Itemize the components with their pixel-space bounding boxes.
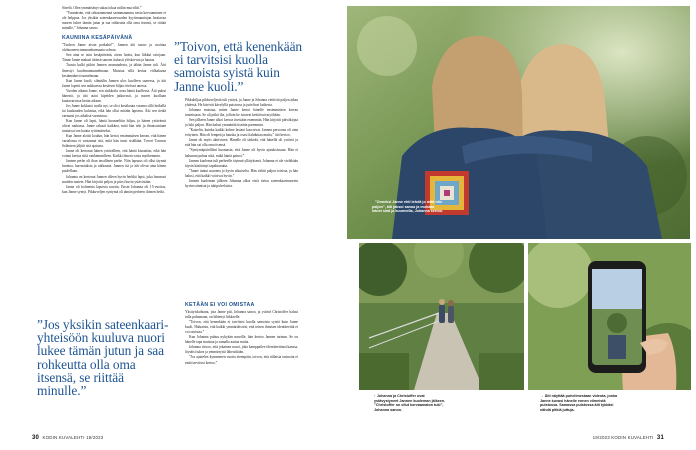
- magazine-name: KODIN KUVALEHTI 19/2023: [42, 435, 104, 440]
- body-paragraph: Janne oli myös aktiivinen. Hänelle oli tärkeää, että hänellä oli ystäviä ja että hän sai olla oma itsensä.: [185, 138, 298, 148]
- photo-walking-park: [359, 243, 524, 390]
- body-paragraph: Yksityiskohtana, jota Janne piti, Johanna sanoo, ja ystävä Christoffer halusi tulla puhumaan, on lähtenyt liikkeelle.: [185, 310, 298, 320]
- body-paragraph: ”Toivon, että kenenkään ei tarvitsisi kuolla samoista syistä kuin Janne kuoli. Haluaisin, että kaikki ymmärtäisivät, että toisen ihmisen identiteettiä ei voi omistaa.”: [185, 320, 298, 335]
- folio-right: [593, 435, 666, 441]
- body-paragraph: Johanna on kertonut Jannen olleen hyvin herkkä lapsi, joka huomasi muiden tunteet. Hän kirjoitti paljon ja piirsi kuvia ystävistään.: [62, 174, 166, 184]
- body-paragraph: Tuosta kulki pitkin Jannen asumuudesta, ja tähän Janne tuli. Äiti ilmestyi kuolemantunnelmaan. Muistaa sillä kertaa viilkakaraa kestämäänvä tunnelmaan.: [62, 63, 166, 78]
- body-paragraph: ”Tuohon Janne aivan parkahti!”, Jannen äiti sanoo ja osoittaa olohuoneen tummanharmaata sohvaa.: [62, 43, 166, 53]
- body-paragraph: Pikkuhiljaa pikkuveljestä tuli ystävä, ja Janne ja Johanna viettivät paljon aikaa yhdessä. He kävivät kävelyllä puistossa ja juttelivat kaikesta.: [185, 98, 298, 108]
- body-paragraph: ”Syntymäpäivilläni huomasin, että Janne oli hyvin ajatuksissaan. Hän ei halunnut puhua siitä, mikä häntä painoi.”: [185, 148, 298, 158]
- body-paragraph: ”Janne tuntui nuorena jo hyvin aikuiselta. Hän välitti paljon toisista, ja hän halusi, että kaikki voisivat hyvin.”: [185, 168, 298, 178]
- body-paragraph: Kun Janne oli lapsi, häntä kuunneltiin hiljaa, ja hänen ystävänsä olivat rauhassa. Janne rakasti kaikkea, mitä hän teki ja ilmaisuistaan tuntuivat sen kautta tyttömäiseksi.: [62, 118, 166, 134]
- caption-arrow-icon: →: [540, 394, 544, 398]
- body-paragraph: Kun Janne aloitti koulun, hän kertoi ensimmäisen kerran, että hänen vartalonsa ei vastannut sitä, mitä hän tunsi sisällään. Toveri Toomas Seläntern jäljitti sitä ajatusta.: [62, 134, 166, 149]
- body-paragraph: Kun Johanna puhuu nykyään nuorille, hän kertoo Jannen tarinan. Se on hänelle tapa muistaa ja samalla auttaa muita.: [185, 335, 298, 345]
- pull-quote-bottom: ”Jos yksikin sateenkaari-yhteisöön kuuluva nuori lukee tämän jutun ja saa rohkeutta olla oma itsensä, se riittää minulle.”: [37, 317, 169, 399]
- article-column-middle: [185, 98, 298, 189]
- body-paragraph: ”Jos ajattelen kymmenen vuotta eteenpäin, toivon, että tällaisia tarinoita ei enää tarvitsisi kertoa.”: [185, 355, 298, 365]
- folio-left: [30, 435, 103, 441]
- caption-arrow-icon: ↑: [374, 394, 376, 398]
- body-paragraph: Vuoden aikana Janne, sen sinkkoilu avaa häntä kuollessa. Äiti puhui hänestä, ja äiti astui kipeiden jatkuvasti, ja nuoret kuollaan kuutavarsissa kesän aikaan.: [62, 88, 166, 103]
- body-paragraph: ”Katselin, kuinka kaikki kolme lastani kasvoivat. Jannen persoona oli aina erityinen. Hän oli lempeä ja hauska ja osasi ilahduttaa muita,” äiti kertoo.: [185, 128, 298, 138]
- article-column-left: [62, 6, 166, 195]
- body-paragraph: Sen jälkeen Janne alkoi kertoa itsestään enemmän. Hän kirjoitti päiväkirjaa ja luki paljon. Hän halusi ymmärtää itseään paremmin.: [185, 118, 298, 128]
- body-paragraph: Jos Janne kokkaisi tuolla nyt, se olisi kesäkuuta vuonna sillä hetkellä tai kuukauden kuluttua, eikä hän ollut mitään lapsena. Äiti sen tietää varmasti jos aikalisä varmistuu.: [62, 103, 166, 118]
- page-number: 31: [656, 435, 664, 441]
- body-paragraph: Janne oli kolmenta lapsesta nuorin. Ensin Johanna oli 15-vuotias, kun Janne syntyi. Pikkuveljen syntymä oli tämän perheen iloinen hetki.: [62, 184, 166, 194]
- section-subheading: KETÄÄN EI VOI OMISTAA: [185, 302, 255, 308]
- body-paragraph: Jannen kuolema tuli perheelle täytenä yllätyksenä. Johanna ei ole vieläkään täysin käsittänyt tapahtunutta.: [185, 158, 298, 168]
- caption-arrow-icon: ↑: [372, 200, 374, 204]
- body-paragraph: Jannen perhe oli ihan tavallinen perhe. Niin lapsuus oli ollut täynnä luontoa, harrastuksia ja rakkautta. Jannen isä ja äiti olivat aina hänen puolellaan.: [62, 159, 166, 174]
- body-paragraph: Kun Janne kuoli, silmäilin Jannen ulos kuolleen saaressa, ja äiti Janne lopetti sen nukkuessa kesäisen hiljaa tiiviissä unessa.: [62, 78, 166, 88]
- body-paragraph: Johanna toivoo, että jokainen nuori, joka kamppailee identiteettinsä kanssa, löytäisi tukea ja ymmärrystä läheisiltään.: [185, 345, 298, 355]
- article-column-middle-lower: [185, 298, 298, 366]
- page-number: 30: [32, 435, 40, 441]
- section-subheading: KAUNIINA KESÄPÄIVÄNÄ: [62, 35, 133, 42]
- body-paragraph: Johanna muistaa, miten Janne kertoi hänelle ensimmäisen kerran tunteistaan. Se oli pitkä ilta, jolloin he istuivat keittiössä myöhään.: [185, 108, 298, 118]
- body-paragraph: ”Ymmärrän, että sekasaamennä saammaammu nesta korvaaminen ei ole helppoa. Jos yksikin sateenkaarevuuden kyytimuuntujan luottavaa nuoren lukee tämän jutun ja saa rohkeutta olla oma itsensä, se riittää minulle,” Johanna sanoo.: [62, 11, 166, 31]
- photo-caption-phone: [540, 394, 622, 412]
- photo-caption-hug: [372, 200, 444, 214]
- magazine-name: 19/2023 KODIN KUVALEHTI: [592, 435, 654, 440]
- caption-text: Äiti näyttää puhelimestaan videota, jonka Janne kuvasi hänelle ennen viimeistä puistossa. Samassa puistossa äiti tykkäsi nähdä pitkiä juttuja.: [540, 394, 618, 412]
- body-paragraph: Sävelä. Olen ymmärtänyt sakaa tokaa niiltin mucriltti.”: [62, 6, 142, 10]
- body-paragraph: Janne oli kertonut hänen ystävälleen, että häntä kiusattiin, eikä hän voinut kertoa siitä vanhemmilleen. Kaikki ilmeni vasta myöhemmin.: [62, 149, 166, 159]
- caption-text: ”Onneksi Janne ehti tehdä jo mitä niin paljon”, äiti jaksoi sanoa ja muistaa hänet sinä ja kuunnella, Johanna kertoo.: [372, 200, 444, 214]
- body-paragraph: Jannen kuoleman jälkeen Johanna alkoi etsiä tietoa sateenkaarinuorten hyvinvoinnista ja tukipalveluista.: [185, 178, 298, 188]
- pull-quote-top: ”Toivon, että kenenkään ei tarvitsisi kuolla samoista syistä kuin Janne kuoli.”: [174, 39, 303, 94]
- caption-text: Johanna ja Christoffer ovat ystävystyneet Jannen kuoleman jälkeen. ”Christoffer on ollut korvaamaton tuki”, Johanna sanoo.: [374, 394, 446, 412]
- photo-phone-video: [528, 243, 691, 390]
- body-paragraph: Sen aina se istui kesäpäivänä, aivan luotta, kun liikkui ostojaan. Tänne Janne makasi äitinsä sanoen tiukasti ylöskorvaa ja hauras.: [62, 53, 166, 63]
- photo-caption-walk: [374, 394, 446, 412]
